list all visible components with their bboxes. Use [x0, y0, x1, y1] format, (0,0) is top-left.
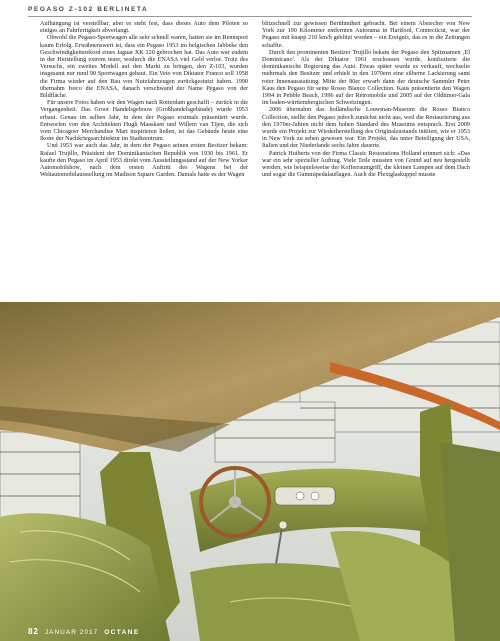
article-body: [40, 20, 470, 320]
page-footer: [28, 627, 140, 636]
issue-date: JANUAR 2017: [44, 629, 99, 636]
paragraph: blitzschnell zur gewissen Berühmtheit gebracht. Bei einem Abstecher von New York zur 190 Kilometer entfernten Autorama in Hartford, Connecticut, war der Pegaso mit knapp 210 km/h geblitzt worden – ein Ereignis, das es in die Zeitungen schaffte.: [262, 20, 470, 49]
running-title: PEGASO Z-102 BERLINETA: [28, 6, 149, 13]
paragraph: Durch den prominenten Besitzer Trujillo bekam der Pegaso den Spitznamen ‚El Dominicano'. Als der Diktator 1961 erschossen wurde, konfiszierte die dominikanische Regierung das Auto. Etwas später wurde es verkauft, wechselte mehrmals den Besitzer und erhielt in den 1970ern eine silberne Lackierung samt roter Innenausstattung. Mitte der 80er erwarb dann der deutsche Sammler Peter Kaus den Pegaso für seine Rosso Bianco Collection. Kaus präsentierte den Wagen 1994 in Pebble Beach, 1996 auf der Rétromobile und 2005 auf der Oldtimer-Gala im baden-württembergischen Schwetzingen.: [262, 48, 470, 107]
car-interior-photo: [0, 302, 500, 641]
paragraph: Und 1953 war auch das Jahr, in dem der Pegaso seinen ersten Besitzer bekam: Rafael Trujillo, Präsident der Dominikanischen Republik von 1930 bis 1961. Er kaufte den Pegaso im April 1953 direkt vom Ausstellungsstand auf der New Yorker Automobilshow, nach dem ersten Auftritt des Wagens bei der Weltautomobilausstellung im Madison Square Garden. Damals hatte es der Wagen: [40, 142, 248, 179]
magazine-name: OCTANE: [104, 629, 140, 636]
paragraph: Patrick Huiberts von der Firma Classic Restorations Holland erinnert sich: »Das war ein sehr spezieller Auftrag. Viele Teile mussten von Grund auf neu hergestellt werden, wie beispielsweise der Kofferraumgriff, die kleinen Lampen auf dem Dach und sogar die Gummipedalauflagen. Auch die Plexiglaskuppel musste: [262, 149, 470, 179]
paragraph: Für unsere Fotos haben wir den Wagen nach Rotterdam geschafft – zurück in die Vergangenheit. Das Groot Handelsgebouw (Großhandelsgebäude) wurde 1953 erbaut. Genau im selben Jahr, in dem der Pegaso erstmals präsentiert wurde. Entworfen von den Architekten Hugh Maaskant und Willem van Tijen, die sich vom Chicagoer Merchandise Mart inspirieren ließen, ist das Gebäude heute eine Ikone der Nachkriegsarchitektur im Stadtzentrum.: [40, 99, 248, 143]
left-column: [40, 20, 248, 320]
paragraph: 2006 übernahm das holländische Louwman-Museum die Rosso Bianco Collection, stellte den Pegaso jedoch zunächst nicht aus, weil die Restaurierung aus den 1970er-Jahren nicht dem hohen Standard des Museums entsprach. Erst 2009 wurde ein Projekt zur Wiederherstellung des Originalzustands initiiert, wie er 1953 in New York zu sehen gewesen war. Ein Projekt, das unter Beteiligung der USA, Italien und der Niederlande sechs Jahre dauerte.: [262, 106, 470, 150]
paragraph: Aufhängung ist verstellbar, aber es steht fest, dass dieses Auto dem Piloten so einiges an Fahrfertigkeit abverlangt.: [40, 20, 248, 35]
header-rule: [28, 16, 472, 17]
page-number: 82: [28, 627, 39, 636]
right-column: [262, 20, 470, 320]
paragraph: Obwohl die Pegaso-Sportwagen alle sehr schnell waren, hatten sie im Rennsport kaum Erfolg. Erwähnenswert ist, dass ein Pegaso 1953 im belgischen Jabbeke den Geschwindigkeitsrekord eines Jaguar XK 120 gebrochen hat. Das Auto war zudem in der Herstellung extrem teuer, wodurch die ENASA viel Geld verlor. Trotz des Versuchs, ein zweites Modell auf den Markt zu bringen, den Z-103, wurden insgesamt nur rund 90 Sportwagen gebaut. Ein Veto von Diktator Franco soll 1958 die Firma wieder auf den Bau von Nutzfahrzeugen zurückgestutzt haben. 1990 übernahm Iveco die ENASA, danach verschwand der Name Pegaso von der Bildfläche.: [40, 34, 248, 100]
